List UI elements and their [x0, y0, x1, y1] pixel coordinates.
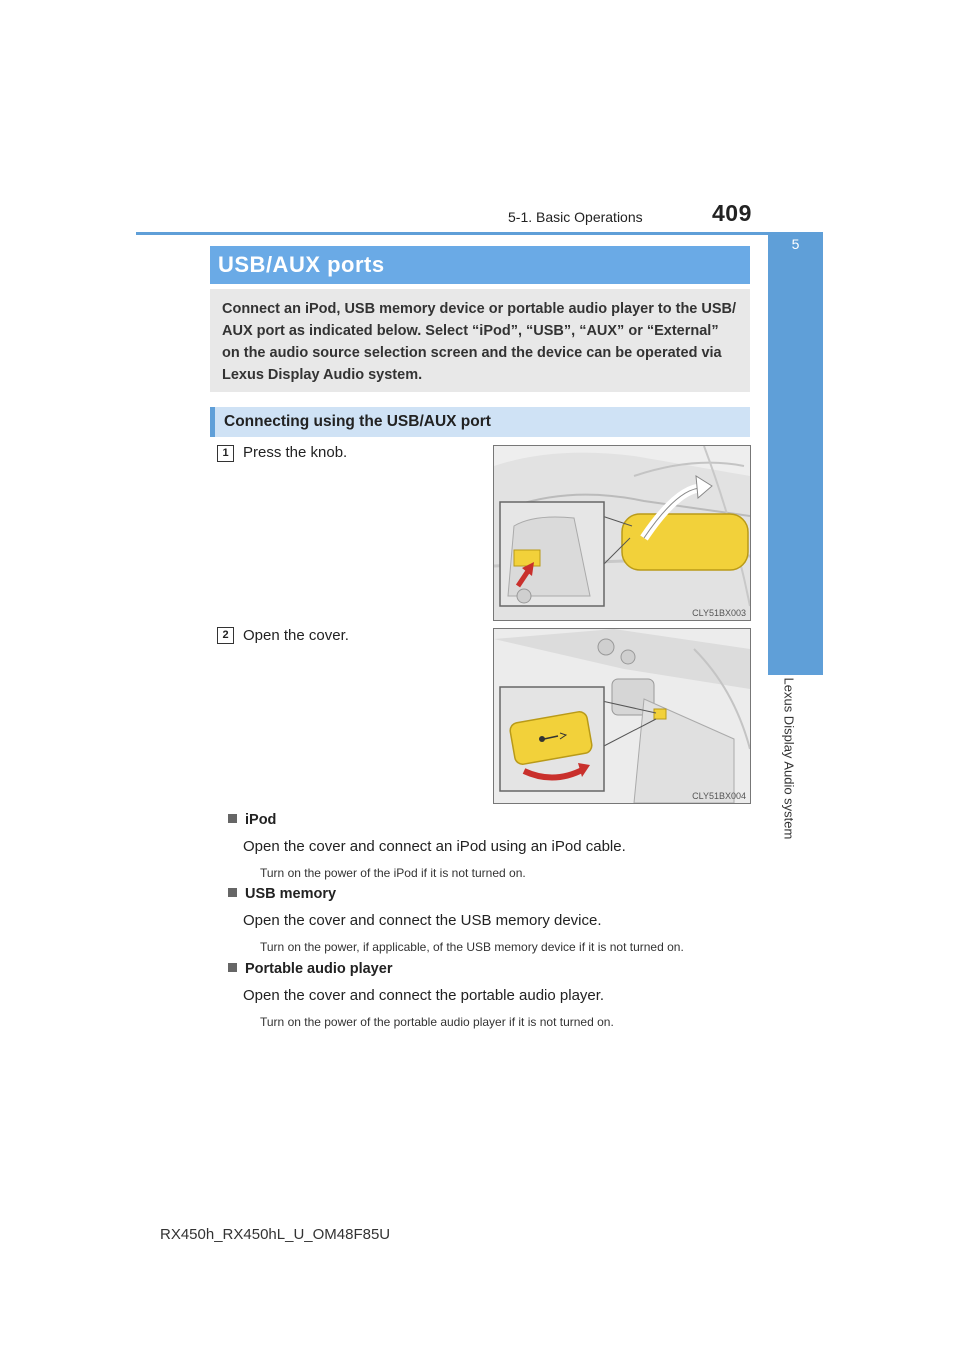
- page-number: 409: [712, 200, 752, 226]
- page-heading: USB/AUX ports: [218, 252, 385, 277]
- item-heading: [228, 812, 276, 828]
- item-heading-text: iPod: [245, 812, 277, 828]
- figure-usb-cover: [493, 628, 751, 804]
- item-heading-text: USB memory: [245, 886, 337, 902]
- section-title: 5-1. Basic Operations: [508, 209, 643, 225]
- item-heading: [228, 886, 336, 902]
- step-number: 1: [217, 445, 234, 462]
- square-bullet-icon: [228, 963, 237, 972]
- usb-cover-illustration: [494, 629, 750, 803]
- subsection-accent: [210, 407, 215, 437]
- chapter-number: 5: [791, 236, 800, 252]
- square-bullet-icon: [228, 814, 237, 823]
- document-code: RX450h_RX450hL_U_OM48F85U: [160, 1226, 391, 1243]
- item-note: Turn on the power of the portable audio player if it is not turned on.: [260, 1015, 614, 1029]
- item-body: Open the cover and connect the portable audio player.: [243, 987, 605, 1004]
- intro-text: Connect an iPod, USB memory device or portable audio player to the USB/ AUX port as indicated below. Select “iPod”, “USB”, “AUX” or “External” on the audio source selection screen and the device can be operated via Lexus Display Audio system.: [222, 301, 737, 383]
- item-note: Turn on the power of the iPod if it is not turned on.: [260, 866, 526, 880]
- item-body: Open the cover and connect the USB memory device.: [243, 912, 602, 929]
- step-number: 2: [217, 627, 234, 644]
- subsection-heading: Connecting using the USB/AUX port: [224, 413, 491, 430]
- item-heading: [228, 961, 392, 977]
- armrest-illustration: [494, 446, 750, 620]
- step-text: Open the cover.: [243, 627, 349, 644]
- item-body: Open the cover and connect an iPod using an iPod cable.: [243, 838, 626, 855]
- item-note: Turn on the power, if applicable, of the USB memory device if it is not turned on.: [260, 940, 684, 954]
- step-text: Press the knob.: [243, 444, 348, 461]
- chapter-label-text: Lexus Display Audio system: [781, 677, 797, 840]
- square-bullet-icon: [228, 888, 237, 897]
- header-rule: [136, 232, 823, 235]
- figure-armrest: [493, 445, 751, 621]
- item-heading-text: Portable audio player: [245, 961, 393, 977]
- chapter-tab: [768, 235, 823, 675]
- figure-code: CLY51BX003: [692, 608, 746, 618]
- chapter-label: [779, 677, 799, 860]
- figure-code: CLY51BX004: [692, 791, 746, 801]
